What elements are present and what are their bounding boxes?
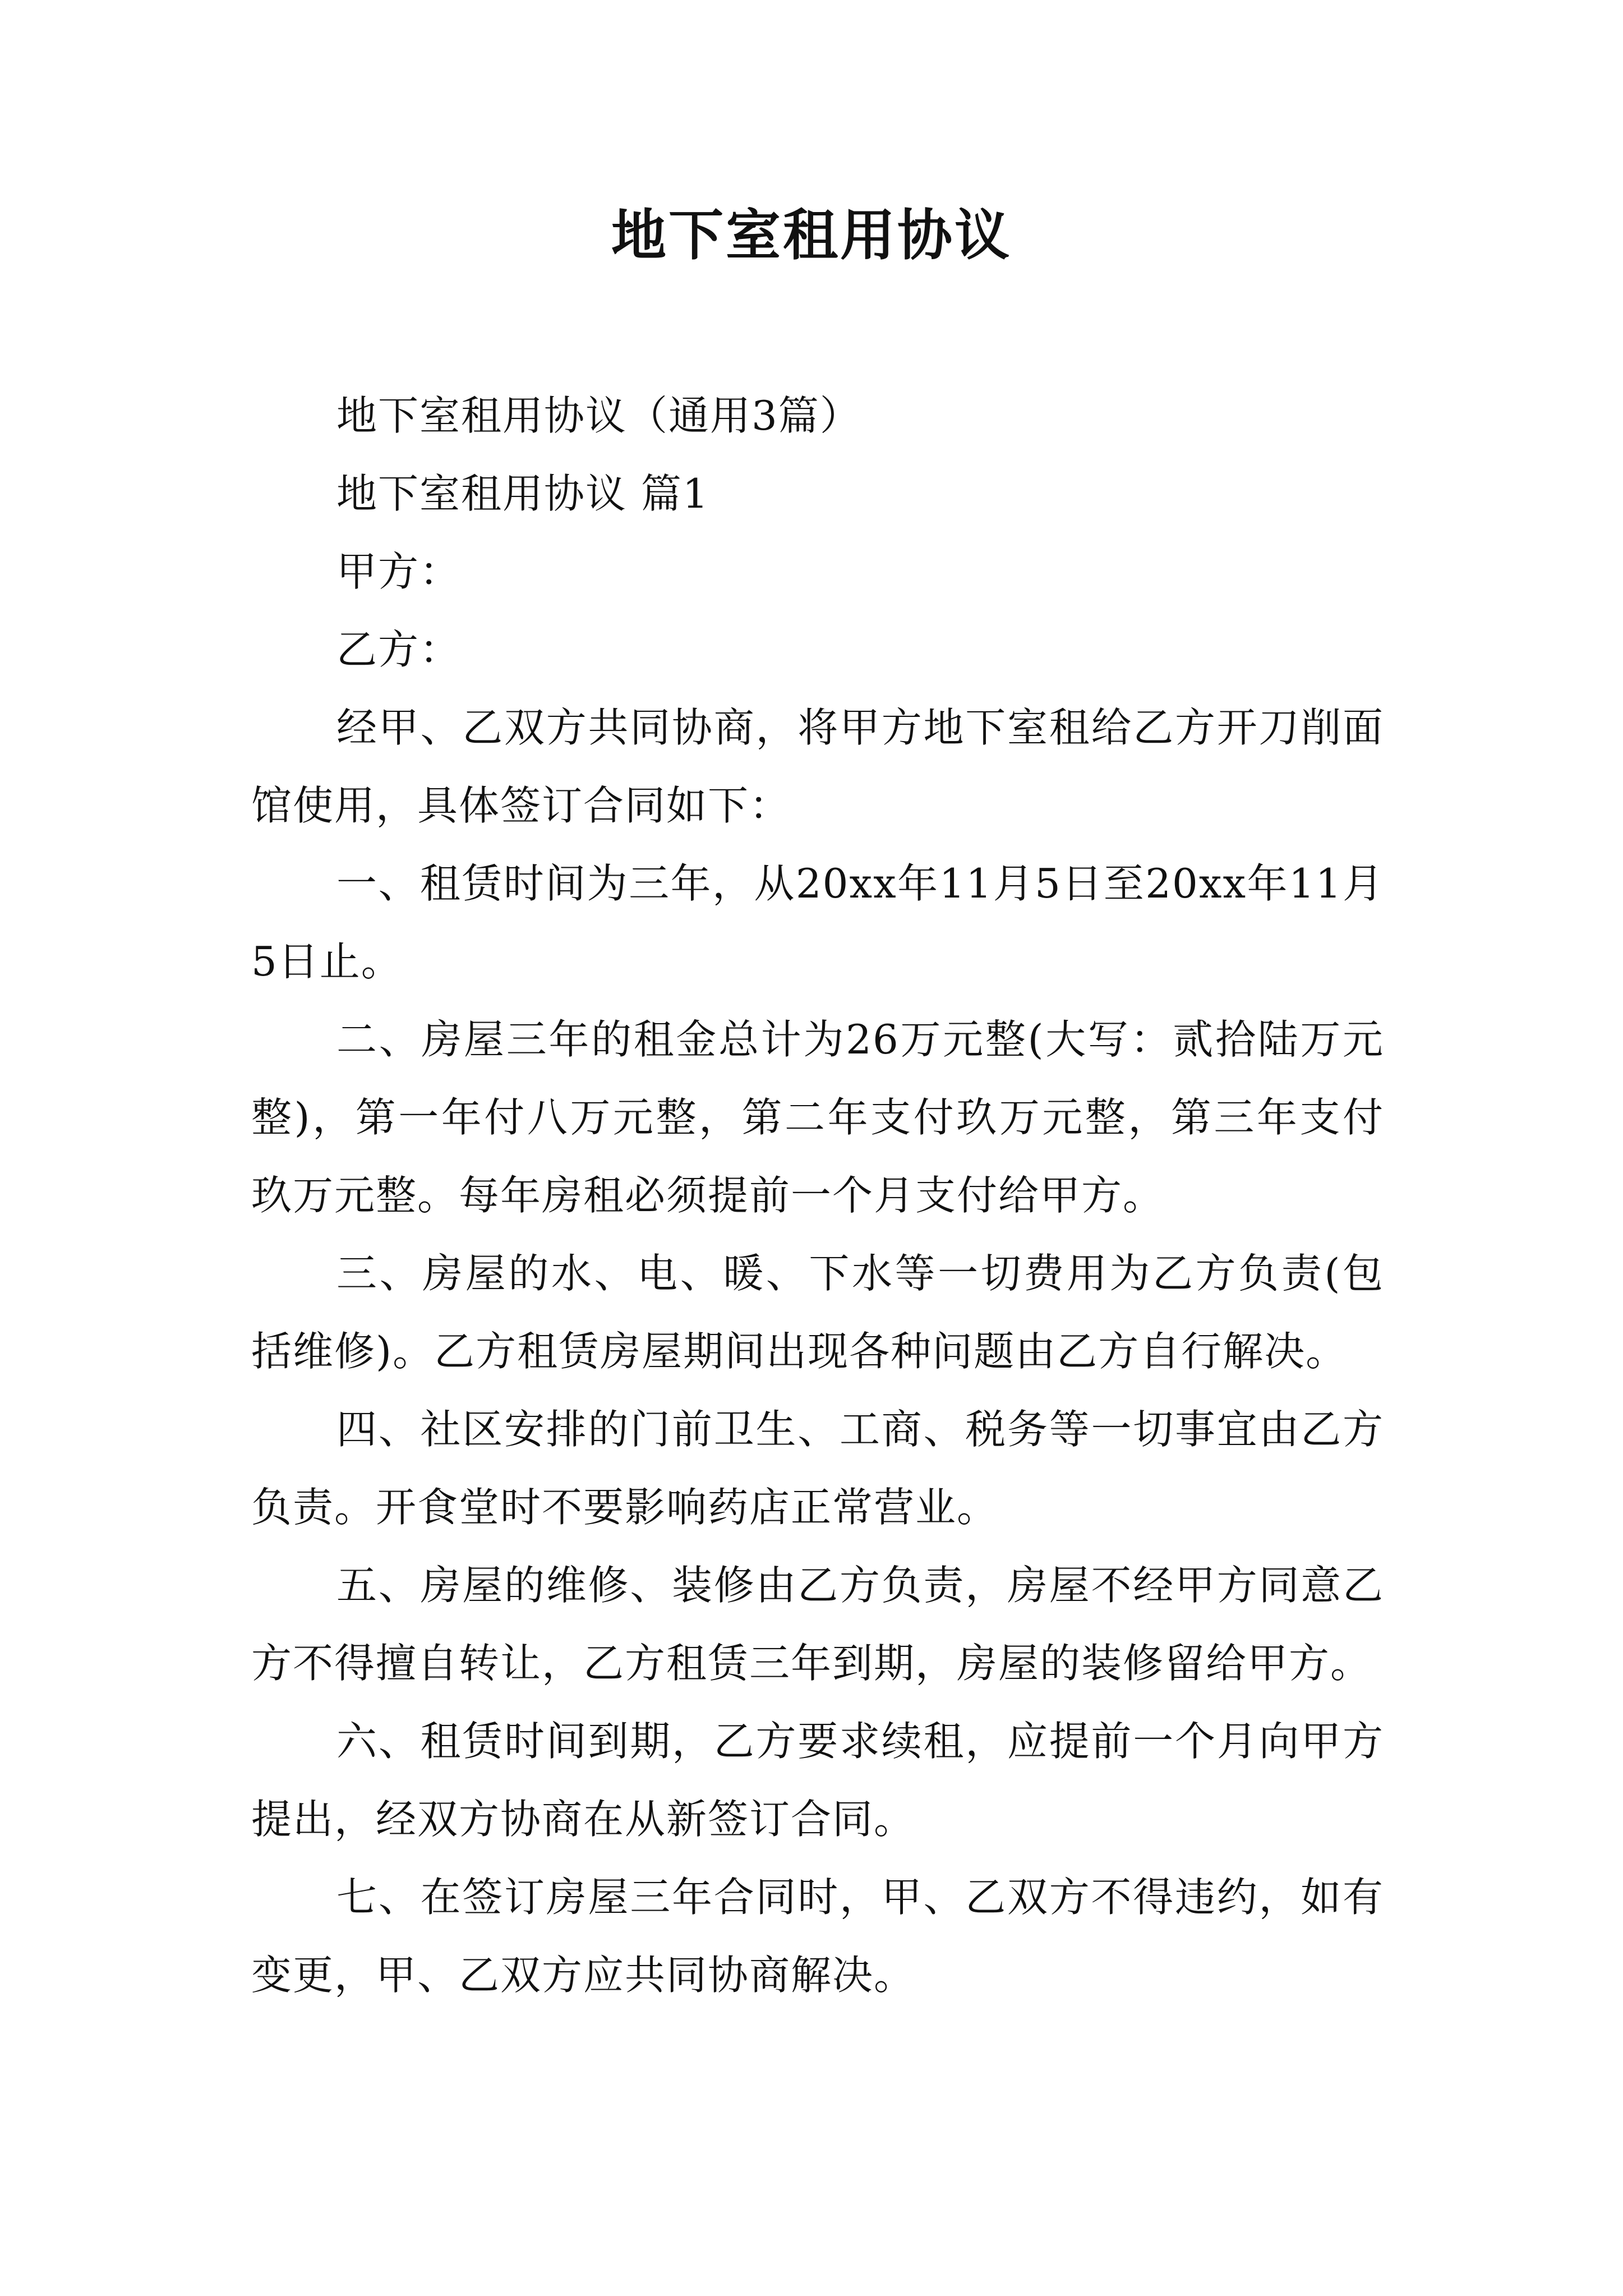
paragraph-section-heading: 地下室租用协议 篇1 [336, 470, 709, 517]
clause-5: 五、房屋的维修、装修由乙方负责，房屋不经甲方同意乙方不得擅自转让，乙方租赁三年到期，房屋的装修留给甲方。 [251, 1562, 1384, 1687]
clause-4: 四、社区安排的门前卫生、工商、税务等一切事宜由乙方负责。开食堂时不要影响药店正常营业。 [251, 1406, 1384, 1531]
clause-2: 二、房屋三年的租金总计为26万元整(大写：贰拾陆万元整)，第一年付八万元整，第二年支付玖万元整，第三年支付玖万元整。每年房租必须提前一个月支付给甲方。 [251, 1016, 1384, 1219]
document-title: 地下室租用协议 [611, 203, 1012, 268]
paragraph-party-a: 甲方： [336, 548, 462, 595]
paragraph-preamble: 经甲、乙双方共同协商，将甲方地下室租给乙方开刀削面馆使用，具体签订合同如下： [251, 704, 1384, 829]
clause-1: 一、租赁时间为三年，从20xx年11月5日至20xx年11月5日止。 [251, 860, 1384, 985]
document-body [251, 377, 1384, 2014]
clause-6: 六、租赁时间到期，乙方要求续租，应提前一个月向甲方提出，经双方协商在从新签订合同。 [251, 1718, 1384, 1843]
paragraph-party-b: 乙方： [336, 626, 462, 673]
clause-3: 三、房屋的水、电、暖、下水等一切费用为乙方负责(包括维修)。乙方租赁房屋期间出现各种问题由乙方自行解决。 [251, 1250, 1384, 1375]
clause-7: 七、在签订房屋三年合同时，甲、乙双方不得违约，如有变更，甲、乙双方应共同协商解决。 [251, 1874, 1384, 1999]
paragraph-subtitle: 地下室租用协议（通用3篇） [336, 392, 861, 439]
